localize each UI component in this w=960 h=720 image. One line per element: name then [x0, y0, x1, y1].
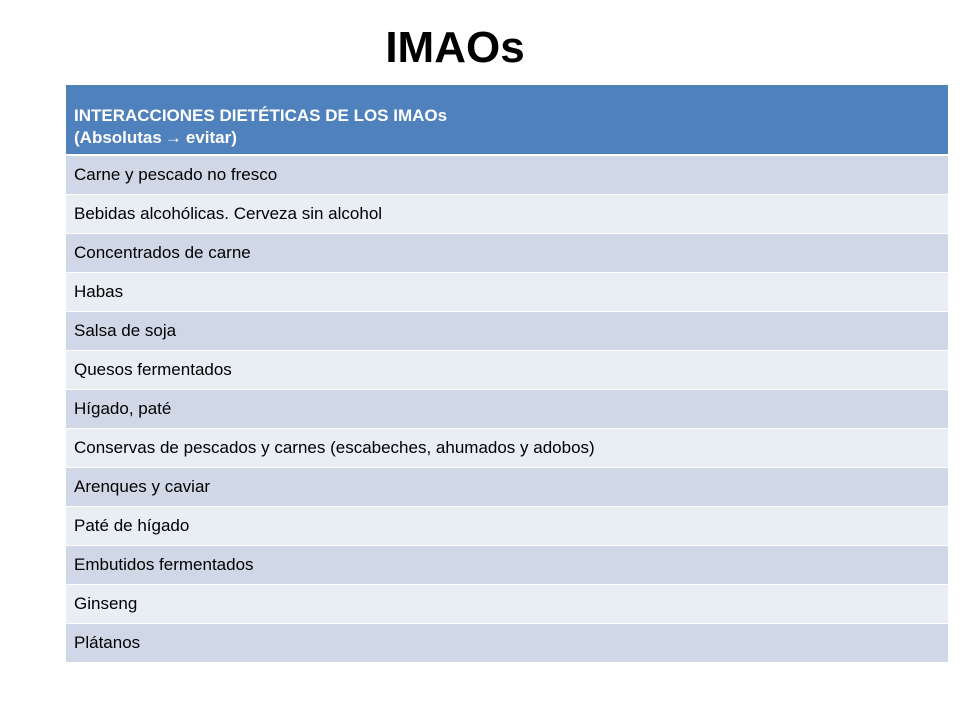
table-cell: Salsa de soja [66, 312, 948, 351]
table-cell: Ginseng [66, 585, 948, 624]
header-subtitle-end: evitar) [185, 127, 237, 147]
table-cell: Hígado, paté [66, 390, 948, 429]
table-cell: Habas [66, 273, 948, 312]
table-row [66, 234, 948, 273]
table-row [66, 390, 948, 429]
table-header-row [66, 85, 948, 155]
header-subtitle [74, 127, 940, 149]
table-row [66, 351, 948, 390]
table-cell: Concentrados de carne [66, 234, 948, 273]
table-cell: Paté de hígado [66, 507, 948, 546]
interactions-table [66, 85, 948, 663]
table-row [66, 273, 948, 312]
header-title: INTERACCIONES DIETÉTICAS DE LOS IMAOs [74, 105, 448, 125]
table-row [66, 546, 948, 585]
table-row [66, 507, 948, 546]
table-row [66, 468, 948, 507]
table-row [66, 429, 948, 468]
table-row [66, 195, 948, 234]
table-row [66, 585, 948, 624]
table-cell: Embutidos fermentados [66, 546, 948, 585]
table-cell: Conservas de pescados y carnes (escabeches, ahumados y adobos) [66, 429, 948, 468]
table-row [66, 624, 948, 663]
table-cell: Plátanos [66, 624, 948, 663]
table-cell: Bebidas alcohólicas. Cerveza sin alcohol [66, 195, 948, 234]
table-row [66, 312, 948, 351]
table-cell: Carne y pescado no fresco [66, 155, 948, 195]
table-cell: Quesos fermentados [66, 351, 948, 390]
table-header-cell [66, 85, 948, 155]
table-cell: Arenques y caviar [66, 468, 948, 507]
header-subtitle-start: (Absolutas [74, 127, 162, 147]
table-row [66, 155, 948, 195]
slide-title: IMAOs [385, 23, 525, 72]
right-arrow-icon: → [164, 127, 182, 147]
